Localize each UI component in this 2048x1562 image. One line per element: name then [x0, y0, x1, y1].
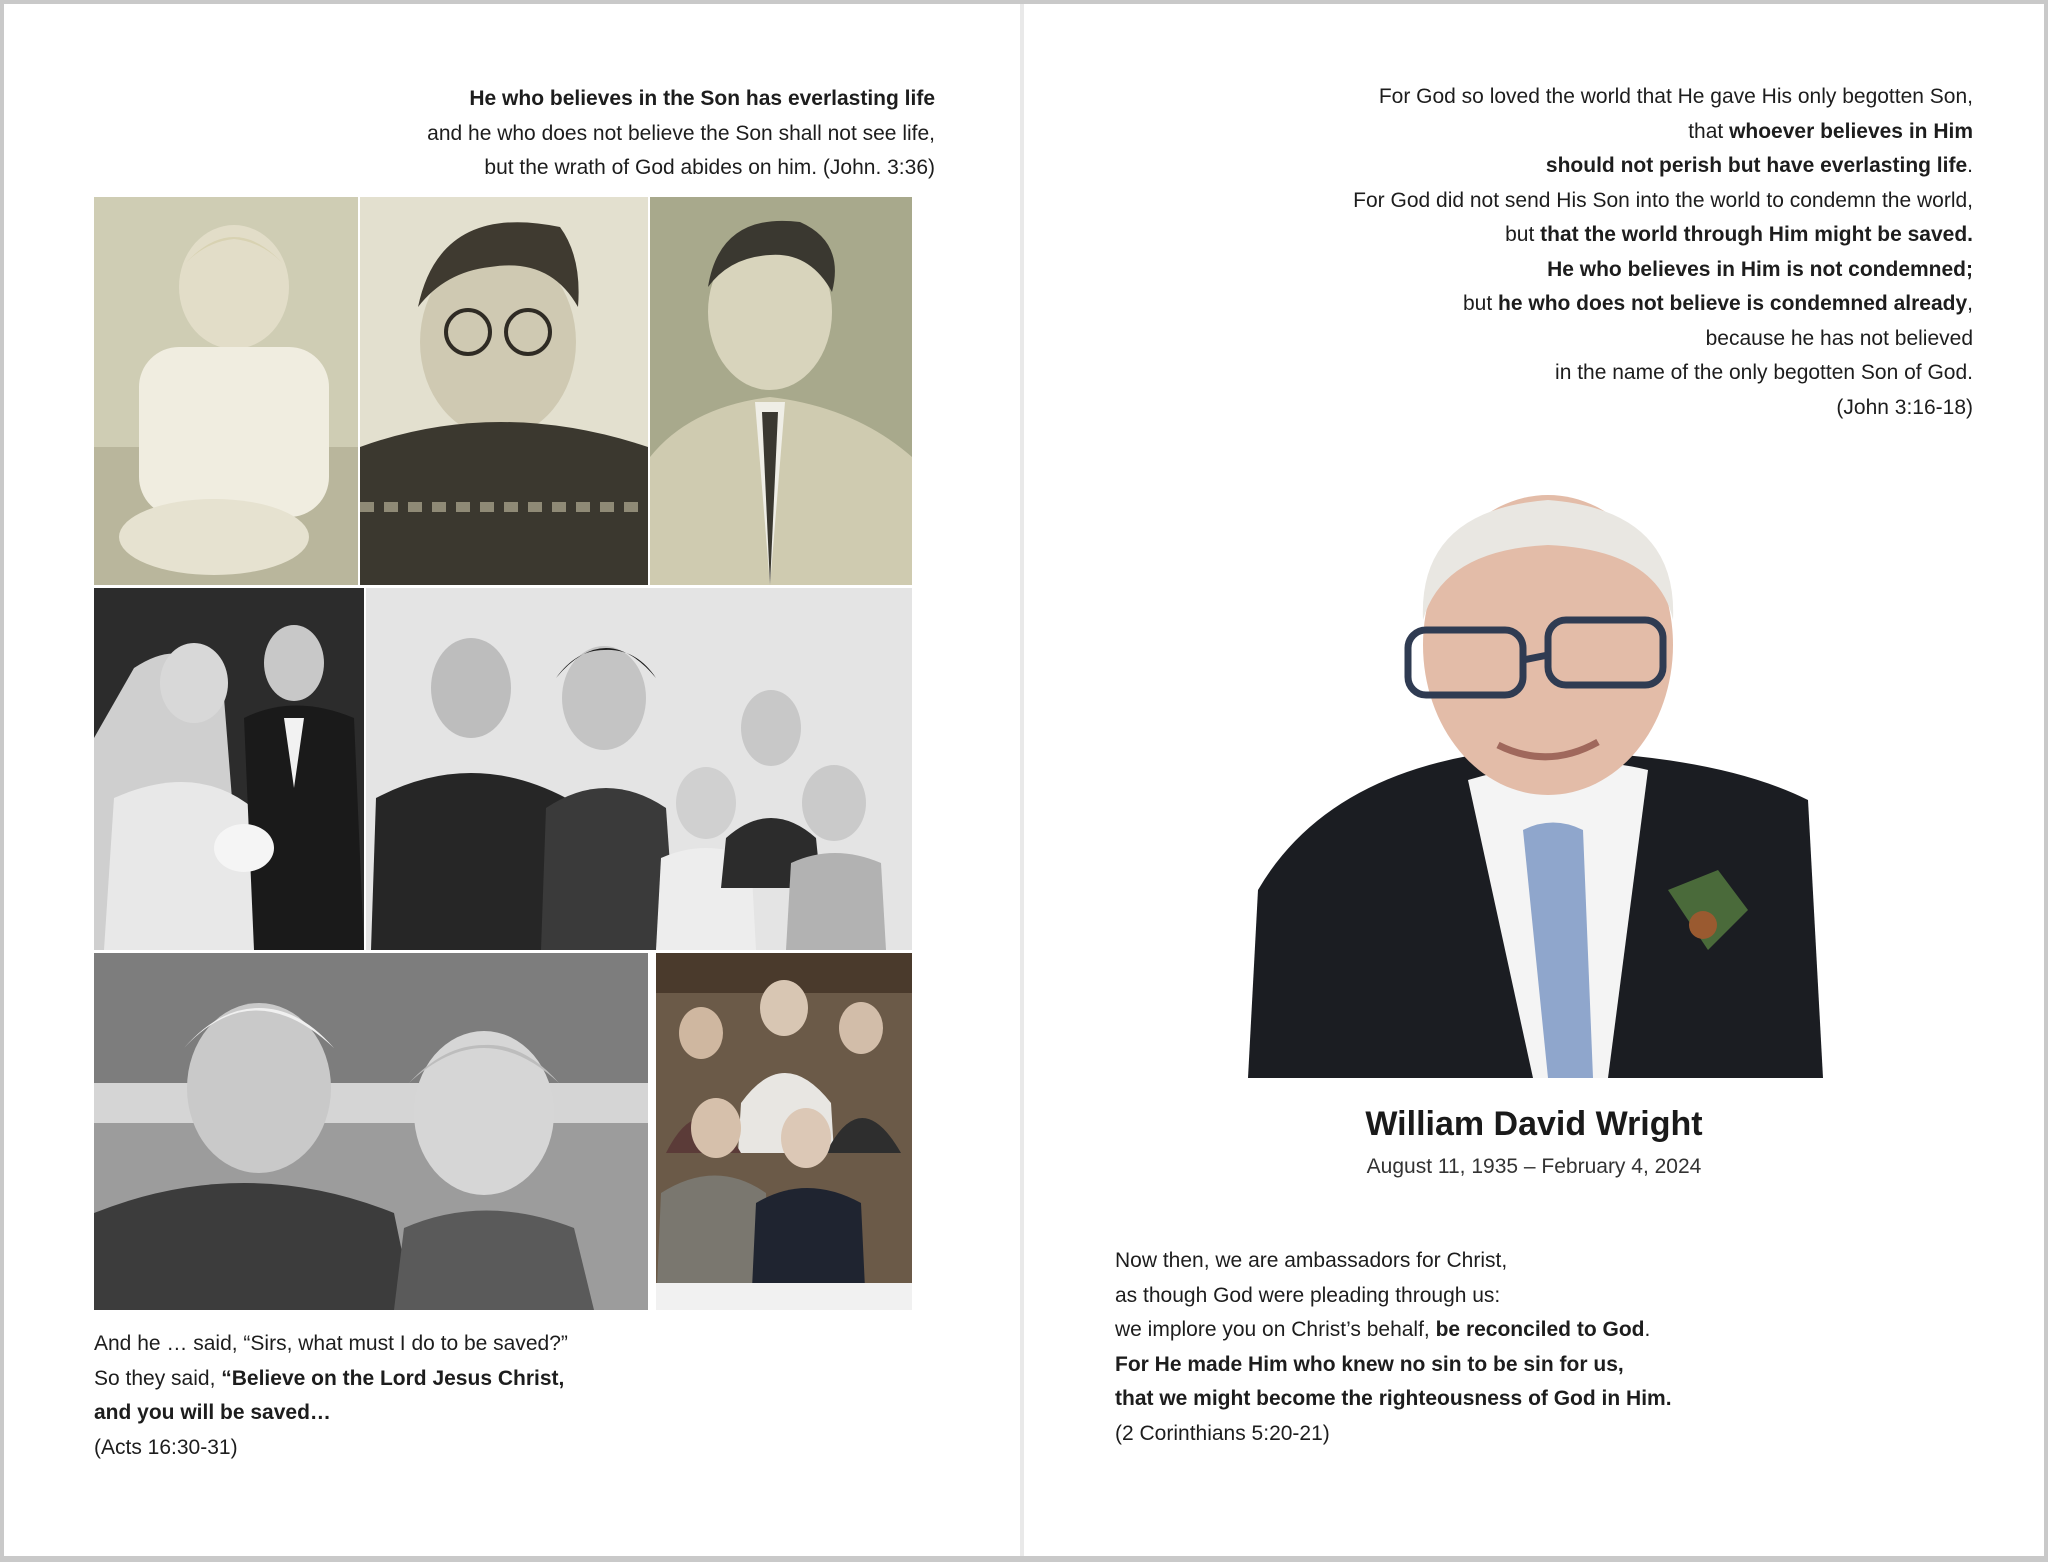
verse-text: , — [1967, 292, 1973, 315]
photo-family-portrait — [366, 588, 912, 950]
verse-line — [1353, 184, 1973, 219]
verse-text: but — [1505, 223, 1541, 246]
verse-text-bold: whoever believes in Him — [1729, 119, 1973, 143]
photo-boy-glasses — [360, 197, 648, 585]
verse-text-bold: he who does not believe is condemned already — [1498, 292, 1968, 315]
left-page — [4, 4, 1020, 1556]
john-3-36-verse — [427, 82, 935, 186]
verse-text-bold: that we might become the righteousness of God in Him. — [1115, 1387, 1672, 1410]
verse-text: we implore you on Christ’s behalf, — [1115, 1318, 1436, 1341]
verse-line — [427, 151, 935, 186]
right-page — [1024, 4, 2044, 1556]
photo-collage — [94, 197, 912, 1310]
verse-text-bold: For He made Him who knew no sin to be sin for us, — [1115, 1352, 1624, 1376]
verse-line — [94, 1396, 568, 1431]
verse-text: . — [1644, 1318, 1651, 1341]
acts-16-verse — [94, 1327, 568, 1465]
life-dates: August 11, 1935 – February 4, 2024 — [1366, 1155, 1702, 1178]
verse-line — [1115, 1279, 1672, 1314]
verse-text: For God so loved the world that He gave His only begotten Son, — [1378, 85, 1973, 108]
verse-line — [94, 1431, 568, 1466]
verse-text-bold: He who believes in the Son has everlasting life — [469, 87, 935, 110]
verse-line — [1353, 253, 1973, 288]
verse-line — [94, 1362, 568, 1397]
verse-line — [1353, 391, 1973, 426]
verse-text-bold: and you will be saved… — [94, 1401, 331, 1424]
verse-line — [1353, 287, 1973, 322]
verse-line — [1115, 1313, 1672, 1348]
verse-line — [427, 82, 935, 117]
verse-text: So they said, — [94, 1366, 222, 1390]
verse-line — [1115, 1244, 1672, 1279]
verse-line — [1115, 1417, 1672, 1452]
verse-line — [1353, 115, 1973, 150]
photo-toddler — [94, 197, 358, 585]
verse-line — [427, 117, 935, 152]
verse-line — [1115, 1348, 1672, 1383]
verse-line — [1115, 1382, 1672, 1417]
verse-text: . — [1967, 154, 1973, 177]
verse-text: because he has not believed — [1705, 326, 1973, 350]
verse-line — [1353, 149, 1973, 184]
photo-group-gathering — [656, 953, 912, 1310]
photo-wedding-couple — [94, 588, 364, 950]
verse-text-bold: “Believe on the Lord Jesus Christ, — [221, 1366, 565, 1390]
deceased-name: William David Wright — [1365, 1105, 1703, 1143]
verse-text: as though God were pleading through us: — [1115, 1283, 1501, 1307]
verse-text: but — [1462, 292, 1499, 315]
verse-text: And he … said, “Sirs, what must I do to be saved?” — [94, 1332, 568, 1355]
verse-text: (2 Corinthians 5:20-21) — [1115, 1421, 1330, 1445]
verse-line — [1353, 218, 1973, 253]
verse-text: and he who does not believe the Son shall not see life, — [427, 121, 935, 145]
photo-young-man-suit — [650, 197, 912, 585]
verse-text-bold: that the world through Him might be saved. — [1540, 223, 1973, 246]
john-3-16-verse — [1353, 80, 1973, 425]
verse-text-bold: He who believes in Him is not condemned; — [1547, 257, 1973, 281]
verse-text: For God did not send His Son into the world to condemn the world, — [1353, 188, 1973, 212]
verse-line — [94, 1327, 568, 1362]
verse-text: but the wrath of God abides on him. (John. 3:36) — [484, 156, 935, 179]
2-corinthians-5-verse — [1115, 1244, 1672, 1451]
portrait-photo — [1248, 470, 1828, 1078]
verse-text: in the name of the only begotten Son of God. — [1555, 361, 1973, 384]
photo-elderly-couple — [94, 953, 648, 1310]
verse-line — [1353, 80, 1973, 115]
verse-text: (John 3:16-18) — [1836, 395, 1973, 419]
verse-line — [1353, 322, 1973, 357]
verse-line — [1353, 356, 1973, 391]
verse-text: Now then, we are ambassadors for Christ, — [1115, 1249, 1508, 1272]
verse-text: that — [1688, 119, 1730, 143]
verse-text-bold: should not perish but have everlasting life — [1545, 154, 1968, 177]
verse-text-bold: be reconciled to God — [1435, 1318, 1645, 1341]
verse-text: (Acts 16:30-31) — [94, 1435, 238, 1459]
